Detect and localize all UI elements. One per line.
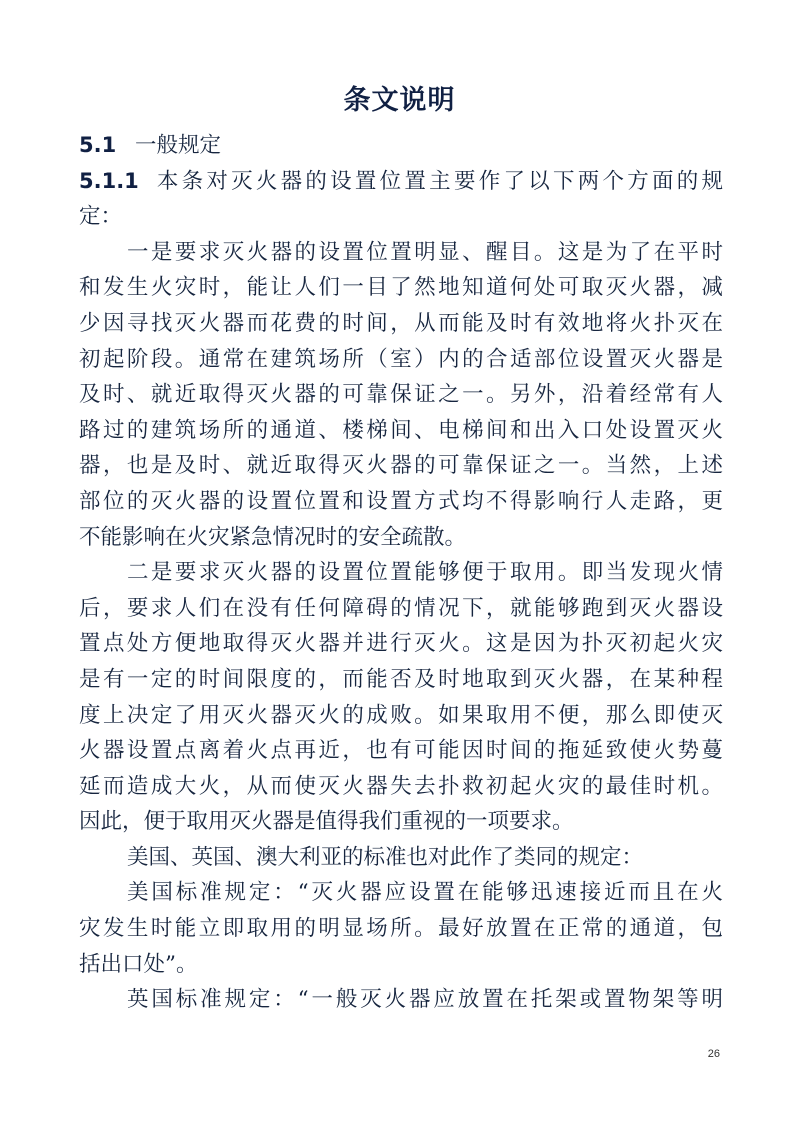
paragraph-line: 是有一定的时间限度的，而能否及时地取到灭火器，在某种程 — [79, 666, 723, 692]
paragraph-line: 初起阶段。通常在建筑场所（室）内的合适部位设置灭火器是 — [79, 346, 723, 372]
paragraph-line: 二是要求灭火器的设置位置能够便于取用。即当发现火情 — [127, 560, 723, 586]
paragraph-line: 英国标准规定：“一般灭火器应放置在托架或置物架等明 — [127, 987, 723, 1013]
document-body — [79, 128, 723, 1018]
paragraph-line: 火器设置点离着火点再近，也有可能因时间的拖延致使火势蔓 — [79, 738, 723, 764]
paragraph-line: 不能影响在火灾紧急情况时的安全疏散。 — [79, 524, 467, 550]
paragraph-line: 少因寻找灭火器而花费的时间，从而能及时有效地将火扑灭在 — [79, 310, 723, 336]
clause-number: 5.1.1 — [79, 168, 139, 193]
clause-heading — [79, 164, 723, 200]
section-heading — [79, 128, 723, 164]
paragraph-line: 延而造成大火，从而使灭火器失去扑救初起火灾的最佳时机。 — [79, 773, 723, 799]
paragraph-line: 度上决定了用灭火器灭火的成败。如果取用不便，那么即使灭 — [79, 702, 723, 728]
paragraph-line: 器，也是及时、就近取得灭火器的可靠保证之一。当然，上述 — [79, 453, 723, 479]
page-title: 条文说明 — [343, 85, 456, 116]
paragraph-line: 美国、英国、澳大利亚的标准也对此作了类同的规定： — [127, 844, 644, 870]
paragraph-line: 灾发生时能立即取用的明显场所。最好放置在正常的通道，包 — [79, 916, 723, 942]
paragraph-line: 及时、就近取得灭火器的可靠保证之一。另外，沿着经常有人 — [79, 382, 723, 408]
paragraph-line: 和发生火灾时，能让人们一目了然地知道何处可取灭火器，减 — [79, 275, 723, 301]
paragraph-line: 一是要求灭火器的设置位置明显、醒目。这是为了在平时 — [127, 239, 723, 265]
paragraph-line: 路过的建筑场所的通道、楼梯间、电梯间和出入口处设置灭火 — [79, 417, 723, 443]
clause-second-line: 定： — [79, 204, 123, 230]
section-number: 5.1 — [79, 133, 117, 157]
section-label: 一般规定 — [135, 133, 222, 158]
paragraph-line: 后，要求人们在没有任何障碍的情况下，就能够跑到灭火器设 — [79, 595, 723, 621]
page-number: 26 — [707, 1048, 720, 1060]
paragraph-line: 部位的灭火器的设置位置和设置方式均不得影响行人走路，更 — [79, 488, 723, 514]
clause-first-line: 本条对灭火器的设置位置主要作了以下两个方面的规 — [156, 168, 723, 194]
paragraph-line: 美国标准规定：“灭火器应设置在能够迅速接近而且在火 — [127, 880, 723, 906]
paragraph-line: 置点处方便地取得灭火器并进行灭火。这是因为扑灭初起火灾 — [79, 631, 723, 657]
paragraph-line: 括出口处”。 — [79, 951, 198, 977]
paragraph-line: 因此，便于取用灭火器是值得我们重视的一项要求。 — [79, 809, 574, 835]
